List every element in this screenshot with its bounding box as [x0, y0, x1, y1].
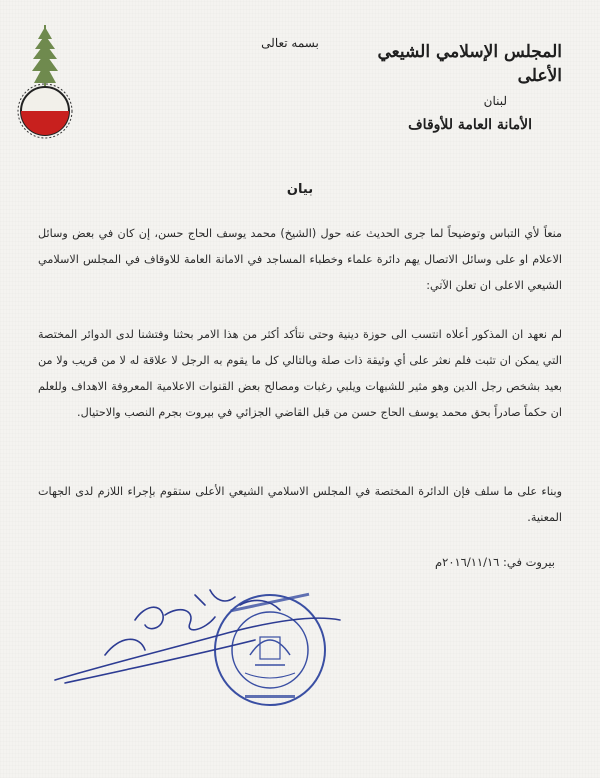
department-name: الأمانة العامة للأوقاف [408, 117, 532, 133]
date-line: بيروت في: ٢٠١٦/١١/١٦م [435, 555, 555, 569]
country-name: لبنان [483, 94, 507, 108]
letterhead [342, 40, 562, 136]
cedar-emblem-icon [10, 25, 80, 145]
organization-name: المجلس الإسلامي الشيعي الأعلى [377, 42, 562, 86]
handwritten-signature-icon [45, 575, 345, 695]
paragraph-main: لم نعهد ان المذكور أعلاه انتسب الى حوزة دينية وحتى نتأكد أكثر من هذا الامر بحثنا وفتشنا لدى الدوائر المختصة التي يمكن ان تثبت فلم نعثر على أي وثيقة ذات صلة وبالتالي كل ما يقوم به الرجل لا علاقة له لا من قريب ولا من بعيد بشخص رجل الدين وهو مثير للشبهات ويلبي رغبات ومصالح بعض القنوات الاعلامية المعروفة الاهداف وللعلم ان حكماً صادراً بحق محمد يوسف الحاج حسن من قبل القاضي الجزائي في بيروت بجرم النصب والاحتيال. [38, 328, 562, 419]
document-title: بيان [286, 182, 314, 197]
paragraph-conclusion: وبناء على ما سلف فإن الدائرة المختصة في المجلس الاسلامي الشيعي الأعلى ستقوم بإجراء اللازم لدى الجهات المعنية. [38, 485, 562, 524]
paragraph-intro: منعاً لأي التباس وتوضيحاً لما جرى الحديث عنه حول (الشيخ) محمد يوسف الحاج حسن، إن كان في بعض وسائل الاعلام او على وسائل الاتصال يهم دائرة علماء وخطباء المساجد في الامانة العامة للاوقاف في المجلس الاسلامي الشيعي الاعلى ان تعلن الآتي: [38, 227, 562, 292]
basmala-heading: بسمه تعالى [261, 36, 319, 50]
